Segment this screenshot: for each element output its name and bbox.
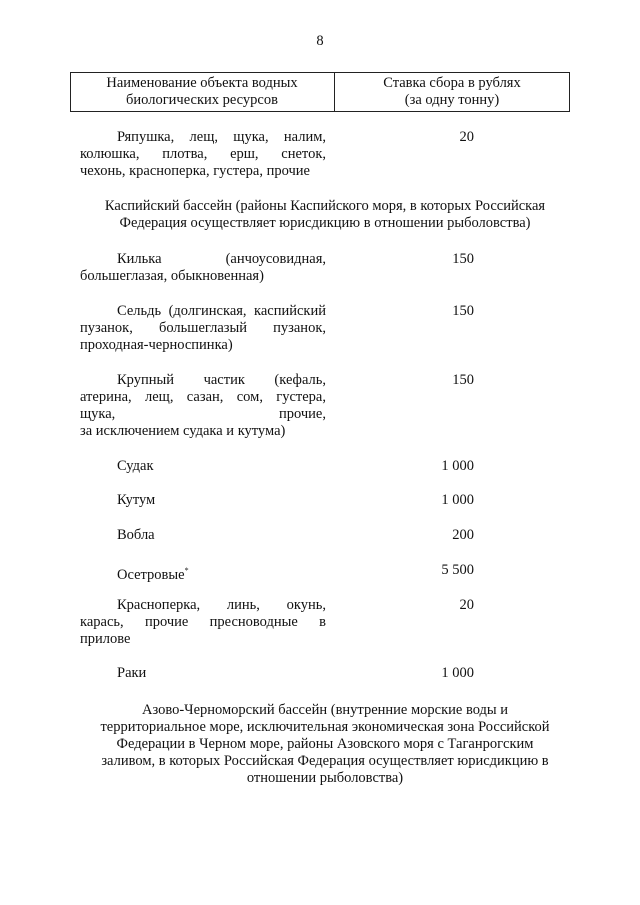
- table-row-name: Судак: [117, 458, 154, 474]
- table-header: [70, 72, 570, 112]
- table-row-rate: 150: [452, 303, 474, 319]
- table-row-rate: 1 000: [441, 665, 474, 681]
- table-row-rate: 150: [452, 251, 474, 267]
- footnote-marker: *: [184, 566, 189, 575]
- table-row-rate: 150: [452, 372, 474, 388]
- table-row-rate: 20: [459, 129, 474, 145]
- table-row-name: Килька (анчоусовидная, большеглазая, обыкновенная): [80, 251, 326, 284]
- table-row-name: Кутум: [117, 492, 156, 508]
- header-column-rate: Ставка сбора в рублях (за одну тонну): [383, 75, 521, 108]
- table-row-name: Сельдь (долгинская, каспийский пузанок, большеглазый пузанок, проходная-черноспинка): [80, 303, 326, 353]
- table-row-name: Осетровые*: [117, 566, 189, 583]
- table-row-name: Вобла: [117, 527, 155, 543]
- table-row-rate: 1 000: [441, 492, 474, 508]
- table-row-name: Раки: [117, 665, 147, 681]
- table-row-rate: 200: [452, 527, 474, 543]
- table-row-rate: 1 000: [441, 458, 474, 474]
- table-row-name: Крупный частик (кефаль, атерина, лещ, сазан, сом, густера, щука, прочие, за исключением судака и кутума): [80, 372, 326, 439]
- table-row-name: Красноперка, линь, окунь, карась, прочие пресноводные в прилове: [80, 597, 326, 647]
- header-column-name: Наименование объекта водных биологических ресурсов: [106, 75, 298, 108]
- table-row-name: Ряпушка, лещ, щука, налим, колюшка, плотва, ерш, снеток, чехонь, красноперка, густера, прочие: [80, 129, 326, 179]
- section-heading-caspian: Каспийский бассейн (районы Каспийского моря, в которых Российская Федерация осуществляет юрисдикцию в отношении рыболовства): [104, 198, 546, 231]
- section-heading-azov-black-sea: Азово-Черноморский бассейн (внутренние морские воды и территориальное море, исключительная экономическая зона Российской Федерации в Черном море, районы Азовского моря с Таганрогским заливом, в которых Российская Федерация осуществляет юрисдикцию в отношении рыболовства): [100, 702, 550, 786]
- page-number: 8: [316, 33, 324, 49]
- table-row-rate: 20: [459, 597, 474, 613]
- table-row-rate: 5 500: [441, 562, 474, 578]
